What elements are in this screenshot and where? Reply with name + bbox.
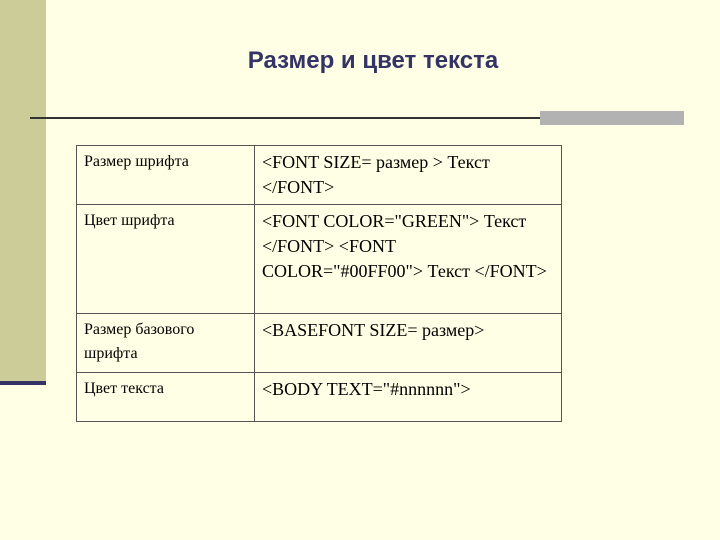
table-row xyxy=(77,314,562,373)
row-label: Размер базового шрифта xyxy=(77,314,255,373)
row-label: Цвет текста xyxy=(77,373,255,422)
row-label: Цвет шрифта xyxy=(77,205,255,314)
row-code: <BASEFONT SIZE= размер> xyxy=(255,314,562,373)
table-row xyxy=(77,373,562,422)
table-row xyxy=(77,205,562,314)
row-code: <FONT SIZE= размер > Текст </FONT> xyxy=(255,146,562,205)
table-row xyxy=(77,146,562,205)
row-code: <BODY TEXT="#nnnnnn"> xyxy=(255,373,562,422)
row-code: <FONT COLOR="GREEN"> Текст </FONT> <FONT COLOR="#00FF00"> Текст </FONT> xyxy=(255,205,562,314)
underline-accent-block xyxy=(540,111,684,125)
row-label: Размер шрифта xyxy=(77,146,255,205)
slide-title: Размер и цвет текста xyxy=(247,47,499,74)
left-bar-accent-line xyxy=(0,381,46,385)
font-tags-table xyxy=(76,145,562,422)
